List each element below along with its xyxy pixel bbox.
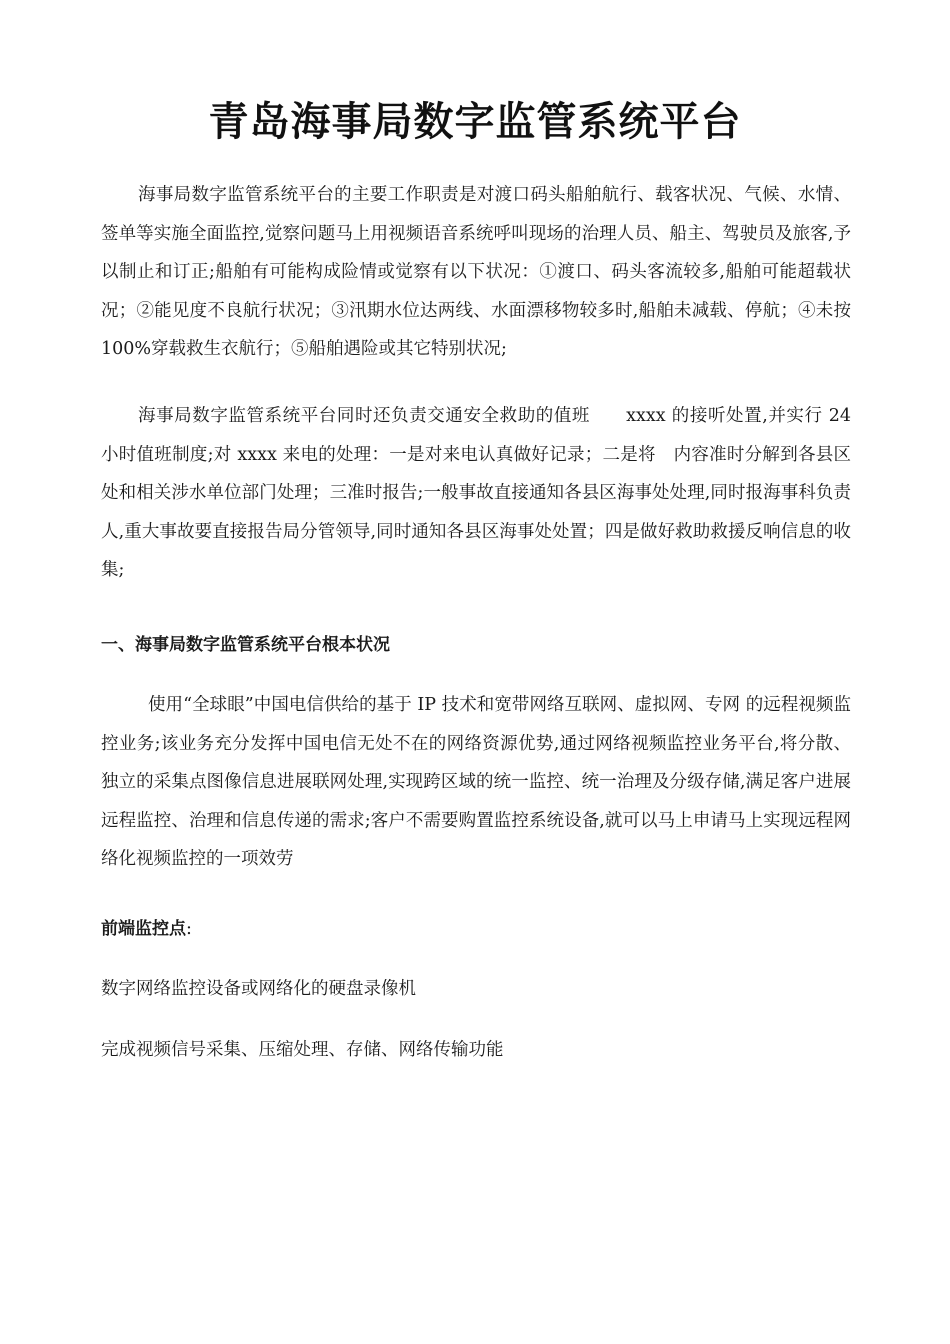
- frontend-label: 前端监控点: [101, 919, 186, 939]
- page-title: 青岛海事局数字监管系统平台: [208, 99, 742, 145]
- section-heading: 一、海事局数字监管系统平台根本状况: [101, 635, 390, 655]
- paragraph-global-eye: 使用“全球眼”中国电信供给的基于 IP 技术和宽带网络互联网、虚拟网、专网 的远程视频监控业务;该业务充分发挥中国电信无处不在的网络资源优势,通过网络视频监控业务平台,将分散、独立的采集点图像信息进展联网处理,实现跨区域的统一监控、统一治理及分级存储,满足客户进展远程监控、治理和信息传递的需求;客户不需要购置监控系统设备,就可以马上申请马上实现远程网络化视频监控的一项效劳: [101, 695, 851, 869]
- frontend-function-line: 完成视频信号采集、压缩处理、存储、网络传输功能: [101, 1040, 504, 1060]
- paragraph-rescue-duty: 海事局数字监管系统平台同时还负责交通安全救助的值班 xxxx 的接听处置,并实行 24 小时值班制度;对 xxxx 来电的处理：一是对来电认真做好记录；二是将 内容准时分解到各县区处和相关涉水单位部门处理；三准时报告;一般事故直接通知各县区海事处处理,同时报海事科负责人,重大事故要直接报告局分管领导,同时通知各县区海事处处置；四是做好救助救援反响信息的收集;: [101, 406, 851, 580]
- frontend-colon: :: [186, 919, 192, 939]
- frontend-label-line: [101, 914, 851, 944]
- frontend-device-line: 数字网络监控设备或网络化的硬盘录像机: [101, 979, 416, 999]
- paragraph-duties: 海事局数字监管系统平台的主要工作职责是对渡口码头船舶航行、载客状况、气候、水情、签单等实施全面监控,觉察问题马上用视频语音系统呼叫现场的治理人员、船主、驾驶员及旅客,予以制止和订正;船舶有可能构成险情或觉察有以下状况：①渡口、码头客流较多,船舶可能超载状况；②能见度不良航行状况；③汛期水位达两线、水面漂移物较多时,船舶未减载、停航；④未按 100%穿载救生衣航行；⑤船舶遇险或其它特别状况;: [101, 185, 851, 359]
